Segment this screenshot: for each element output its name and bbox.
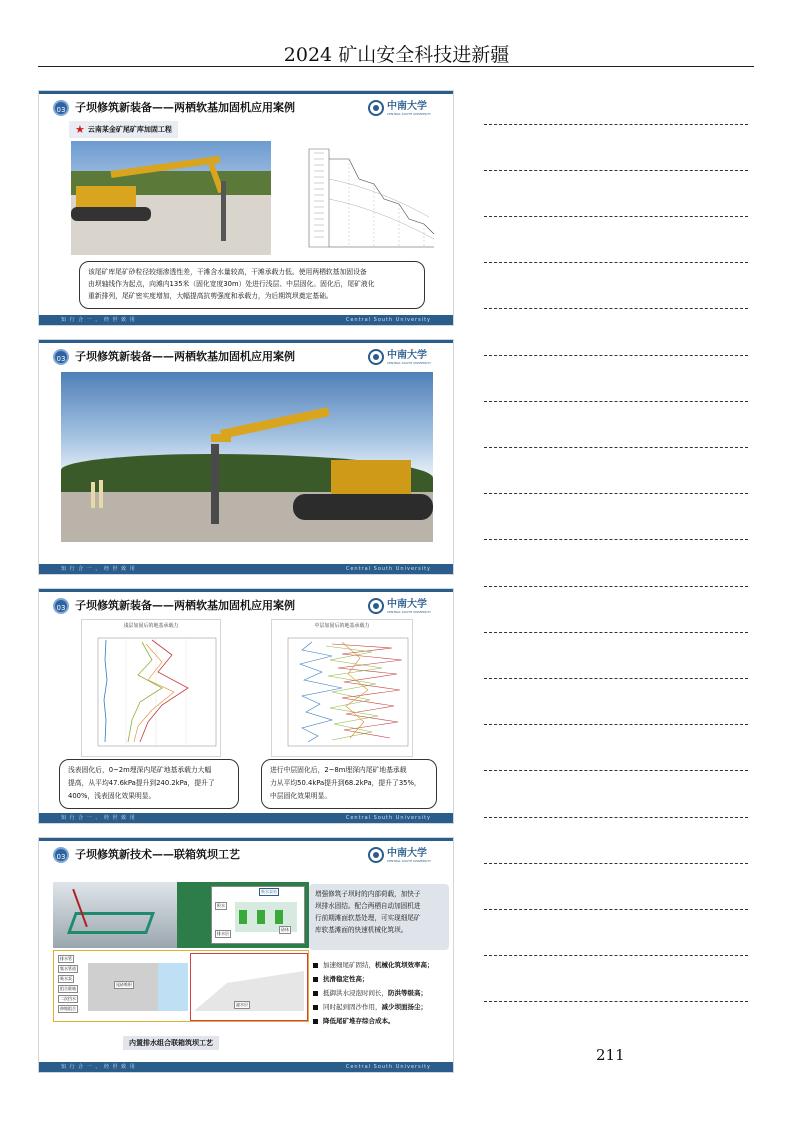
header-rule (38, 66, 754, 67)
slide-1 (38, 90, 454, 326)
bullet-square-icon (313, 963, 318, 968)
footer-left: 知 行 合 一 、 经 世 致 用 (61, 566, 136, 572)
note-line (484, 586, 748, 587)
logo-name: 中南大学 (386, 847, 427, 859)
university-emblem-icon (368, 598, 384, 614)
slide1-description (79, 261, 425, 309)
logo-sub: CENTRAL SOUTH UNIVERSITY (386, 609, 431, 614)
bullet-text: 同时起到固沙作用， (323, 1003, 382, 1011)
note-line (484, 955, 748, 956)
university-logo (368, 595, 431, 617)
bullet-square-icon (313, 977, 318, 982)
result-line: 提高，从平均47.6kPa提升到240.2kPa，提升了 (68, 779, 215, 787)
note-line (484, 1001, 748, 1002)
diagram-label: 滤水层 (236, 1002, 248, 1007)
diagram-label: 砂体 (281, 927, 289, 932)
result-line: 力从平均50.4kPa提升到68.2kPa，提升了35%， (270, 779, 421, 787)
slide-footer (39, 1062, 453, 1072)
bullet-bold: 抗滑稳定性高； (323, 975, 369, 983)
bullet-text: 抵御洪水浸泡时间长， (323, 989, 388, 997)
footer-left: 知 行 合 一 、 经 世 致 用 (61, 815, 136, 821)
logo-name: 中南大学 (386, 349, 427, 361)
bullet-bold: 机械化筑坝效率高； (375, 961, 434, 969)
list-item (313, 986, 449, 1000)
amphibious-excavator-photo (61, 372, 433, 542)
middle-bearing-plot (272, 630, 414, 758)
logo-name: 中南大学 (386, 100, 427, 112)
list-item (313, 1000, 449, 1014)
slide-title: 子坝修筑新装备——两栖软基加固机应用案例 (75, 599, 295, 612)
section-badge: 03 (53, 847, 69, 863)
technique-description (309, 884, 449, 950)
dam-section-diagram (289, 139, 439, 257)
bullet-square-icon (313, 991, 318, 996)
slide-top-bar (39, 589, 453, 592)
diagram-label: 伸缩组合 (60, 1006, 76, 1011)
footer-right: Central South University (345, 1064, 431, 1070)
slide-footer (39, 564, 453, 574)
list-item (313, 958, 449, 972)
diagram-label: 尾砂堆积 (116, 982, 132, 987)
university-logo (368, 844, 431, 866)
desc-line: 该尾矿库尾矿砂粒径较细渗透性差，干滩含水量较高，干滩承载力低。使用两栖软基加固设备 (88, 268, 367, 276)
slide-title: 子坝修筑新装备——两栖软基加固机应用案例 (75, 350, 295, 363)
footer-left: 知 行 合 一 、 经 世 致 用 (61, 1064, 136, 1070)
note-line (484, 678, 748, 679)
drainage-schematic (177, 882, 309, 948)
university-logo (368, 346, 431, 368)
note-line (484, 770, 748, 771)
desc-line: 增强修筑子坝时的内部荷载，加快子 (315, 890, 421, 898)
result-line: 进行中层固化后，2~8m埋深内尾矿地基承载 (270, 766, 407, 774)
logo-sub: CENTRAL SOUTH UNIVERSITY (386, 360, 431, 365)
slide-top-bar (39, 838, 453, 841)
combined-box-photo (53, 882, 177, 948)
note-line (484, 170, 748, 171)
diagram-label: 二次挡水 (60, 996, 76, 1001)
slide-footer (39, 813, 453, 823)
slide-title: 子坝修筑新装备——两栖软基加固机应用案例 (75, 101, 295, 114)
slide-top-bar (39, 91, 453, 94)
note-line (484, 909, 748, 910)
note-line (484, 355, 748, 356)
note-line (484, 724, 748, 725)
page-number: 211 (596, 1046, 625, 1064)
logo-name: 中南大学 (386, 598, 427, 610)
result-line: 400%，浅表固化效果明显。 (68, 792, 156, 800)
chart-title: 浅层加固后的地基承载力 (123, 623, 179, 629)
note-line (484, 216, 748, 217)
process-diagram (53, 950, 309, 1022)
page-header-title: 2024 矿山安全科技进新疆 (283, 44, 510, 66)
middle-result-text (261, 759, 437, 809)
bullet-bold: 防洪等级高； (388, 989, 427, 997)
desc-line: 行前期滩面软基处理，可实现细尾矿 (315, 914, 421, 922)
bullet-square-icon (313, 1019, 318, 1024)
middle-bearing-chart (271, 619, 413, 757)
slide-title: 子坝修筑新技术——联箱筑坝工艺 (75, 848, 240, 861)
university-emblem-icon (368, 847, 384, 863)
section-badge: 03 (53, 349, 69, 365)
result-line: 浅表固化后，0~2m埋深内尾矿地基承载力大幅 (68, 766, 212, 774)
diagram-label: 积水 (217, 903, 225, 908)
diagram-label: 排水层 (217, 931, 229, 936)
diagram-label: 吸水泵 (60, 976, 72, 981)
note-line (484, 539, 748, 540)
university-emblem-icon (368, 100, 384, 116)
excavator-photo (71, 141, 271, 255)
bullet-square-icon (313, 1005, 318, 1010)
diagram-label: 吸水泵站 (261, 889, 277, 894)
note-line (484, 447, 748, 448)
logo-sub: CENTRAL SOUTH UNIVERSITY (386, 111, 431, 116)
slide-2 (38, 339, 454, 575)
shallow-bearing-plot (82, 630, 222, 758)
desc-line: 坝排水固结。配合两栖自动加固机进 (315, 902, 421, 910)
diagram-label: 排水管 (60, 956, 72, 961)
note-line (484, 817, 748, 818)
footer-right: Central South University (345, 317, 431, 323)
project-tag (69, 121, 178, 138)
list-item (313, 972, 449, 986)
desc-line: 库软基滩面的快速机械化筑坝。 (315, 926, 408, 934)
section-badge: 03 (53, 598, 69, 614)
project-tag-text: 云南某金矿尾矿库加固工程 (87, 125, 172, 134)
bullet-bold: 降低尾矿堆存综合成本。 (323, 1017, 395, 1025)
slide-4 (38, 837, 454, 1073)
note-line (484, 308, 748, 309)
shallow-bearing-chart (81, 619, 221, 757)
slide-top-bar (39, 340, 453, 343)
shallow-result-text (59, 759, 239, 809)
red-star-icon: ★ (75, 123, 85, 136)
note-line (484, 863, 748, 864)
process-caption: 内置排水组合联箱筑坝工艺 (123, 1036, 219, 1050)
slide-footer (39, 315, 453, 325)
desc-line: 由坝轴线作为起点，向滩内135米（固化宽度30m）处进行浅层、中层固化。固化后，尾矿液化 (88, 280, 375, 288)
bullet-bold: 减少坝面扬尘； (381, 1003, 427, 1011)
note-line (484, 401, 748, 402)
footer-right: Central South University (345, 566, 431, 572)
note-line (484, 124, 748, 125)
slide-3 (38, 588, 454, 824)
chart-title: 中层加固后的地基承载力 (314, 623, 370, 629)
diagram-label: 组合联箱 (60, 986, 76, 991)
note-line (484, 632, 748, 633)
list-item (313, 1014, 449, 1028)
result-line: 中层固化效果明显。 (270, 792, 332, 800)
desc-line: 重新排列，尾矿密实度增加，大幅提高抗剪强度和承载力，为后期筑坝奠定基础。 (88, 292, 333, 300)
benefit-list (313, 958, 449, 1028)
university-logo (368, 97, 431, 119)
note-line (484, 262, 748, 263)
footer-left: 知 行 合 一 、 经 世 致 用 (61, 317, 136, 323)
logo-sub: CENTRAL SOUTH UNIVERSITY (386, 858, 431, 863)
footer-right: Central South University (345, 815, 431, 821)
bullet-text: 加速细尾矿固结， (323, 961, 375, 969)
note-line (484, 493, 748, 494)
university-emblem-icon (368, 349, 384, 365)
diagram-label: 集水管道 (60, 966, 76, 971)
section-badge: 03 (53, 100, 69, 116)
